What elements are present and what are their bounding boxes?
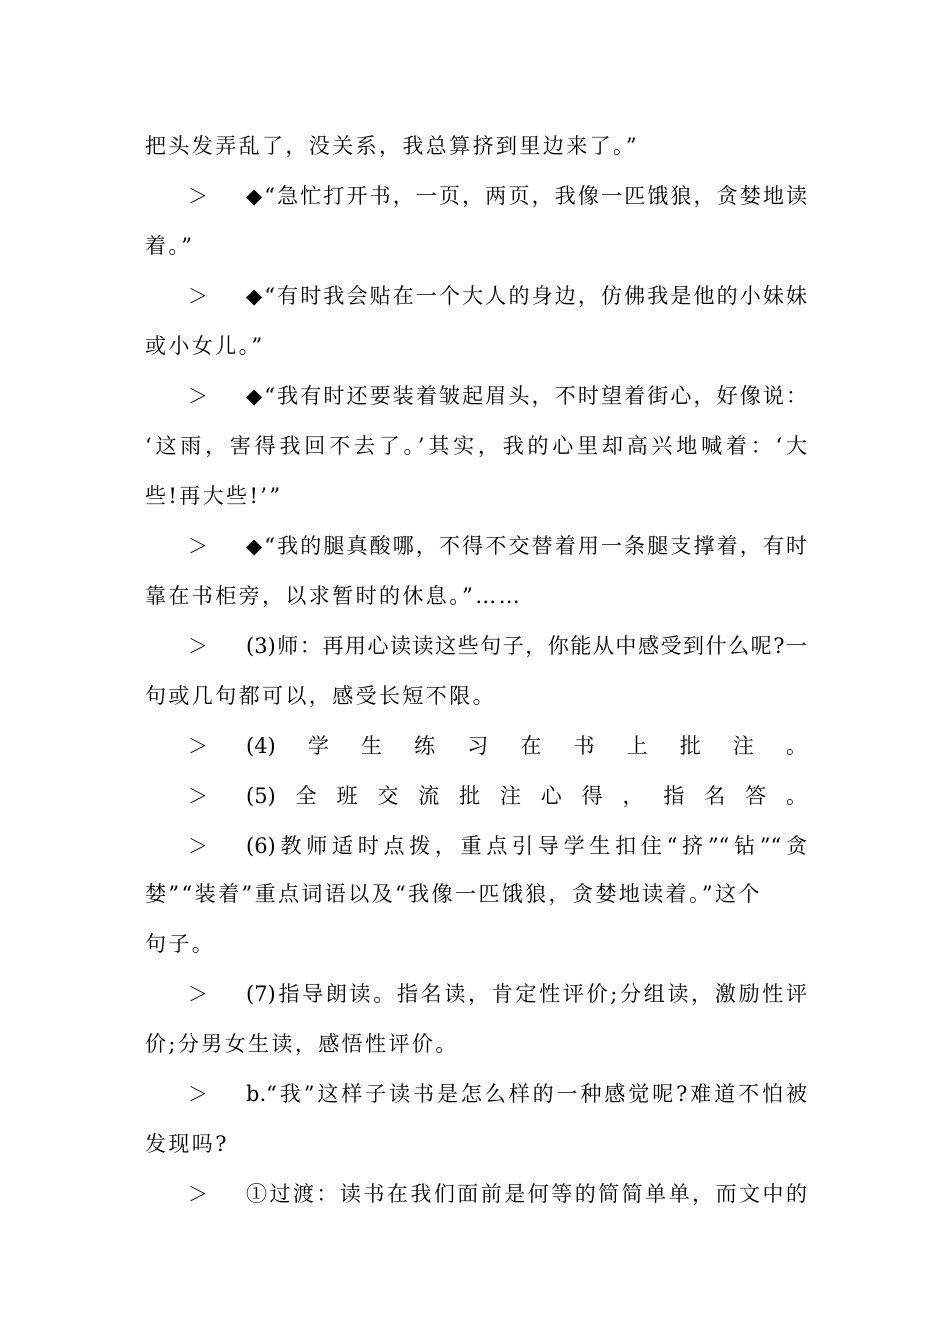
paragraph-line: 靠在书柜旁，以求暂时的休息。”…… bbox=[145, 584, 523, 608]
paragraph-line: 把头发弄乱了，没关系，我总算挤到里边来了。” bbox=[145, 134, 640, 158]
paragraph-line: 价;分男女生读，感悟性评价。 bbox=[145, 1032, 459, 1056]
list-marker-icon: ＞ bbox=[188, 634, 208, 658]
paragraph-line: b.“我”这样子读书是怎么样的一种感觉呢?难道不怕被 bbox=[246, 1082, 807, 1106]
paragraph-line: ◆“我的腿真酸哪，不得不交替着用一条腿支撑着，有时 bbox=[246, 534, 807, 558]
paragraph-line: ◆“急忙打开书，一页，两页，我像一匹饿狼，贪婪地读 bbox=[246, 184, 807, 208]
list-marker-icon: ＞ bbox=[188, 982, 208, 1006]
paragraph-line: 句或几句都可以，感受长短不限。 bbox=[145, 684, 496, 708]
paragraph-line: ◆“我有时还要装着皱起眉头，不时望着街心，好像说： bbox=[246, 384, 807, 408]
paragraph-line: 着。” bbox=[145, 234, 195, 258]
paragraph-line: (7)指导朗读。指名读，肯定性评价;分组读，激励性评 bbox=[246, 982, 807, 1006]
list-marker-icon: ＞ bbox=[188, 184, 208, 208]
list-marker-icon: ＞ bbox=[188, 1082, 208, 1106]
list-marker-icon: ＞ bbox=[188, 734, 208, 758]
paragraph-line: 发现吗? bbox=[145, 1132, 229, 1156]
paragraph-line: (5)全班交流批注心得，指名答。 bbox=[246, 784, 807, 808]
paragraph-line: (6)教师适时点拨，重点引导学生扣住“挤”“钻”“贪 bbox=[246, 834, 807, 858]
paragraph-line: 或小女儿。” bbox=[145, 334, 265, 358]
paragraph-line: ◆“有时我会贴在一个大人的身边，仿佛我是他的小妹妹 bbox=[246, 284, 807, 308]
paragraph-line: ①过渡：读书在我们面前是何等的简简单单，而文中的 bbox=[246, 1182, 807, 1206]
paragraph-line: ‘这雨，害得我回不去了。’其实，我的心里却高兴地喊着：‘大 bbox=[145, 434, 807, 458]
list-marker-icon: ＞ bbox=[188, 384, 208, 408]
paragraph-line: (4)学生练习在书上批注。 bbox=[246, 734, 807, 758]
paragraph-line: (3)师：再用心读读这些句子，你能从中感受到什么呢?一 bbox=[246, 634, 807, 658]
paragraph-line: 些!再大些!’” bbox=[145, 484, 283, 508]
list-marker-icon: ＞ bbox=[188, 534, 208, 558]
list-marker-icon: ＞ bbox=[188, 1182, 208, 1206]
list-marker-icon: ＞ bbox=[188, 784, 208, 808]
list-marker-icon: ＞ bbox=[188, 284, 208, 308]
paragraph-line: 婪”“装着”重点词语以及“我像一匹饿狼，贪婪地读着。”这个 bbox=[145, 882, 762, 906]
paragraph-line: 句子。 bbox=[145, 932, 216, 956]
list-marker-icon: ＞ bbox=[188, 834, 208, 858]
